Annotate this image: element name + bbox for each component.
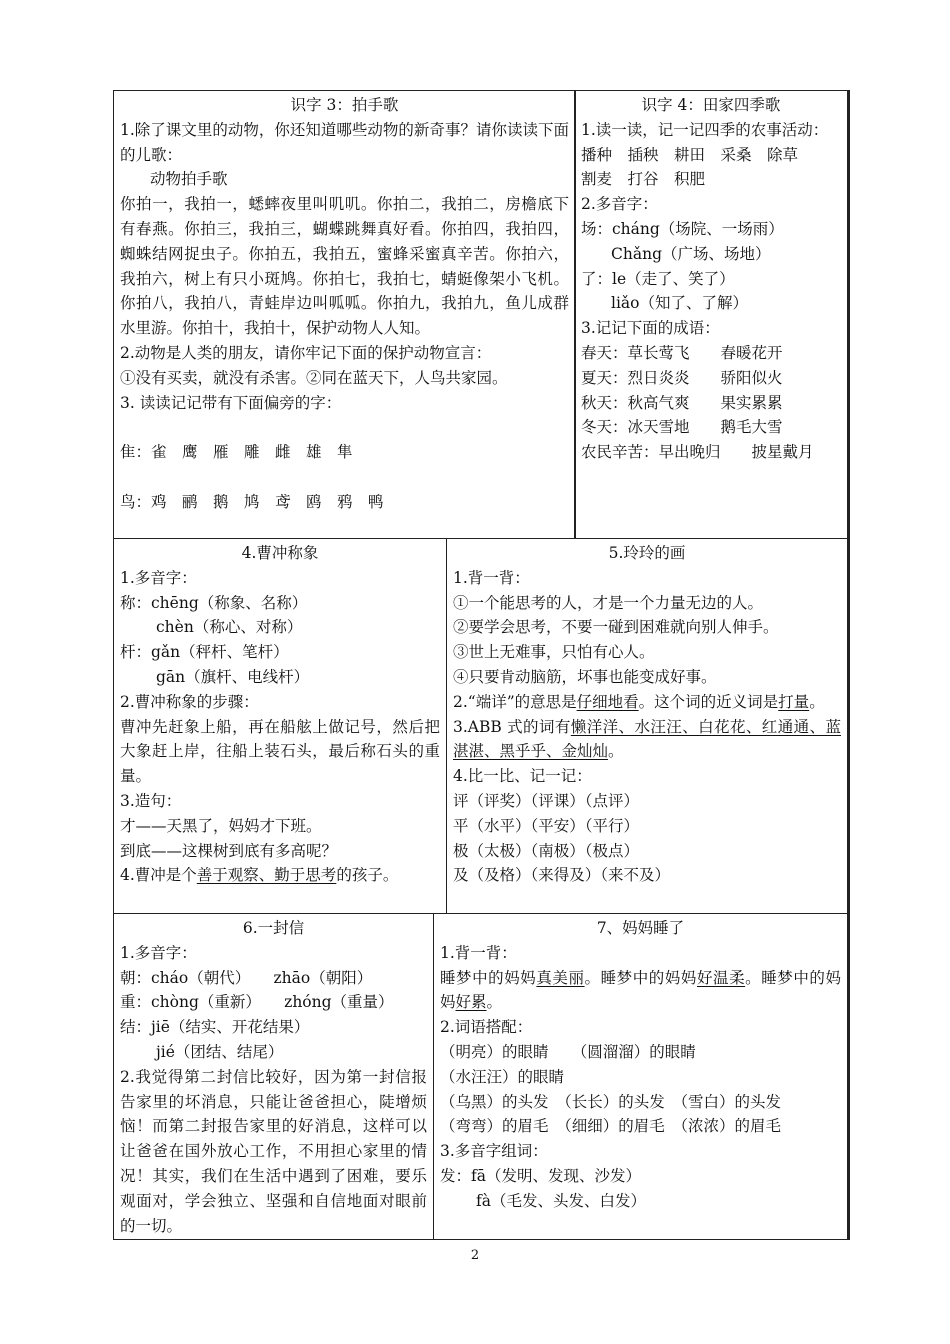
- cell-caochong: [113, 538, 447, 914]
- question-1: 1.多音字：: [120, 568, 197, 587]
- radical-niao-row: 鸟：鸡 鹂 鹅 鸠 鸢 鸥 鸦 鸭: [120, 492, 384, 511]
- sentence-1: 才——天黑了，妈妈才下班。: [120, 816, 322, 835]
- cell-lingling: [446, 538, 850, 914]
- polyphone-fa-1: 发：fā（发明、发现、沙发）: [440, 1166, 641, 1185]
- question-3: 3.造句：: [120, 791, 182, 810]
- recite-3: ③世上无难事，只怕有心人。: [453, 643, 655, 662]
- poem-text: 你拍一，我拍一，蟋蟀夜里叫叽叽。你拍二，我拍二，房檐底下有春燕。你拍三，我拍三，蝴蝶跳舞真好看。你拍四，我拍四，蜘蛛结网捉虫子。你拍五，我拍五，蜜蜂采蜜真辛苦。你拍六，我拍六，树上有只小斑鸠。你拍七，我拍七，蜻蜓像架小飞机。你拍八，我拍八，青蛙岸边叫呱呱。你拍九，我拍九，鱼儿成群水里游。你拍十，我拍十，保护动物人人知。: [120, 195, 569, 338]
- recite-4: ④只要肯动脑筋，坏事也能变成好事。: [453, 667, 717, 686]
- idiom-summer: 夏天：烈日炎炎 骄阳似火: [581, 368, 783, 387]
- recite-2: ②要学会思考，不要一碰到困难就向别人伸手。: [453, 618, 779, 637]
- section-title: 5.玲玲的画: [608, 544, 686, 562]
- idiom-farmer: 农民辛苦：早出晚归 披星戴月: [581, 443, 814, 462]
- answer-meaning: 仔细地看: [576, 692, 639, 711]
- polyphone-cheng-1: 称：chēng（称象、名称）: [120, 593, 308, 612]
- farm-words-row-1: 播种 插秧 耕田 采桑 除草: [581, 145, 799, 164]
- polyphone-chang-2: Chǎng（广场、场地）: [611, 244, 771, 263]
- cell-shizi3: [113, 90, 576, 539]
- question-4: 4.比一比、记一记：: [453, 767, 592, 786]
- polyphone-jie-1: 结：jiē（结实、开花结果）: [120, 1018, 310, 1037]
- polyphone-zhong: 重：chòng（重新） zhóng（重量）: [120, 993, 394, 1012]
- page-number: 2: [470, 1248, 480, 1263]
- recite-text: 睡梦中的妈妈真美丽。睡梦中的妈妈好温柔。睡梦中的妈妈好累。: [440, 968, 841, 1012]
- question-3: 3.多音字组词：: [440, 1142, 548, 1161]
- polyphone-jie-2: jié（团结、结尾）: [156, 1042, 284, 1061]
- question-4: 4.曹冲是个善于观察、勤于思考的孩子。: [120, 866, 399, 885]
- polyphone-le-1: 了：le（走了、笑了）: [581, 269, 735, 288]
- steps-text: 曹冲先赶象上船，再在船舷上做记号，然后把大象赶上岸，往船上装石头，最后称石头的重量。: [120, 717, 440, 786]
- farm-words-row-2: 割麦 打谷 积肥: [581, 170, 706, 189]
- section-title: 7、妈妈睡了: [596, 919, 685, 937]
- answer-abb-words: 懒洋洋、水汪汪、白花花、红通通、蓝湛湛、黑乎乎、金灿灿: [453, 717, 841, 761]
- match-row-1: （明亮）的眼睛 （圆溜溜）的眼睛: [440, 1042, 696, 1061]
- polyphone-cheng-2: chèn（称心、对称）: [156, 618, 303, 637]
- question-2: 2.动物是人类的朋友，请你牢记下面的保护动物宣言：: [120, 343, 492, 362]
- idiom-winter: 冬天：冰天雪地 鹅毛大雪: [581, 418, 783, 437]
- compare-2: 平（水平）（平安）（平行）: [453, 816, 640, 835]
- section-title: 4.曹冲称象: [241, 544, 319, 562]
- idiom-autumn: 秋天：秋高气爽 果实累累: [581, 393, 783, 412]
- answer-2: 好温柔: [696, 968, 746, 987]
- match-row-2: （水汪汪）的眼睛: [440, 1067, 565, 1086]
- question-1: 1.背一背：: [440, 943, 517, 962]
- compare-4: 及（及格）（来得及）（来不及）: [453, 866, 671, 885]
- idiom-spring: 春天：草长莺飞 春暖花开: [581, 343, 783, 362]
- cell-shizi4: [574, 90, 850, 539]
- polyphone-gan-1: 杆：gǎn（秤杆、笔杆）: [120, 643, 289, 662]
- polyphone-fa-2: fà（毛发、头发、白发）: [476, 1191, 646, 1210]
- recite-1: ①一个能思考的人，才是一个力量无边的人。: [453, 593, 764, 612]
- question-1: 1.除了课文里的动物，你还知道哪些动物的新奇事？请你读读下面的儿歌：: [120, 120, 569, 164]
- poem-title: 动物拍手歌: [150, 170, 228, 189]
- polyphone-chao: 朝：cháo（朝代） zhāo（朝阳）: [120, 968, 373, 987]
- question-2: 2.“端详”的意思是仔细地看。这个词的近义词是打量。: [453, 692, 825, 711]
- answer-3: 好累: [455, 993, 487, 1012]
- section-title: 6.一封信: [242, 919, 305, 937]
- cell-yifengxin: [113, 913, 434, 1240]
- section-title: 识字 3：拍手歌: [290, 96, 399, 114]
- question-3: 3. 读读记记带有下面偏旁的字：: [120, 393, 342, 412]
- question-2: 2.我觉得第二封信比较好，因为第一封信报告家里的坏消息，只能让爸爸担心，陡增烦恼！而第二封报告家里的好消息，这样可以让爸爸在国外放心工作，不用担心家里的情况！其实，我们在生活中遇到了困难，要乐观面对，学会独立、坚强和自信地面对眼前的一切。: [120, 1067, 427, 1235]
- question-1: 1.背一背：: [453, 568, 530, 587]
- polyphone-chang-1: 场：cháng（场院、一场雨）: [581, 219, 784, 238]
- answer-synonym: 打量: [778, 692, 810, 711]
- question-1: 1.多音字：: [120, 943, 197, 962]
- cell-mama-shuile: [433, 913, 850, 1240]
- polyphone-le-2: liǎo（知了、了解）: [611, 294, 748, 313]
- question-2: 2.词语搭配：: [440, 1018, 533, 1037]
- answer-underlined: 善于观察、勤于思考: [196, 866, 337, 885]
- radical-zhui-row: 隹：雀 鹰 雁 雕 雌 雄 隼: [120, 443, 353, 462]
- polyphone-gan-2: gān（旗杆、电线杆）: [156, 667, 310, 686]
- compare-3: 极（太极）（南极）（极点）: [453, 841, 640, 860]
- sentence-2: 到底——这棵树到底有多高呢？: [120, 841, 338, 860]
- question-2: 2.多音字：: [581, 195, 658, 214]
- section-title: 识字 4：田家四季歌: [641, 96, 781, 114]
- question-3: 3.ABB 式的词有懒洋洋、水汪汪、白花花、红通通、蓝湛湛、黑乎乎、金灿灿。: [453, 717, 841, 761]
- match-row-4: （弯弯）的眉毛 （细细）的眉毛 （浓浓）的眉毛: [440, 1117, 782, 1136]
- question-3: 3.记记下面的成语：: [581, 319, 720, 338]
- question-1: 1.读一读，记一记四季的农事活动：: [581, 120, 829, 139]
- answer-1: 真美丽: [536, 968, 585, 987]
- compare-1: 评（评奖）（评课）（点评）: [453, 791, 640, 810]
- match-row-3: （乌黑）的头发 （长长）的头发 （雪白）的头发: [440, 1092, 782, 1111]
- question-2: 2.曹冲称象的步骤：: [120, 692, 259, 711]
- declaration: ①没有买卖，就没有杀害。②同在蓝天下，人鸟共家园。: [120, 368, 508, 387]
